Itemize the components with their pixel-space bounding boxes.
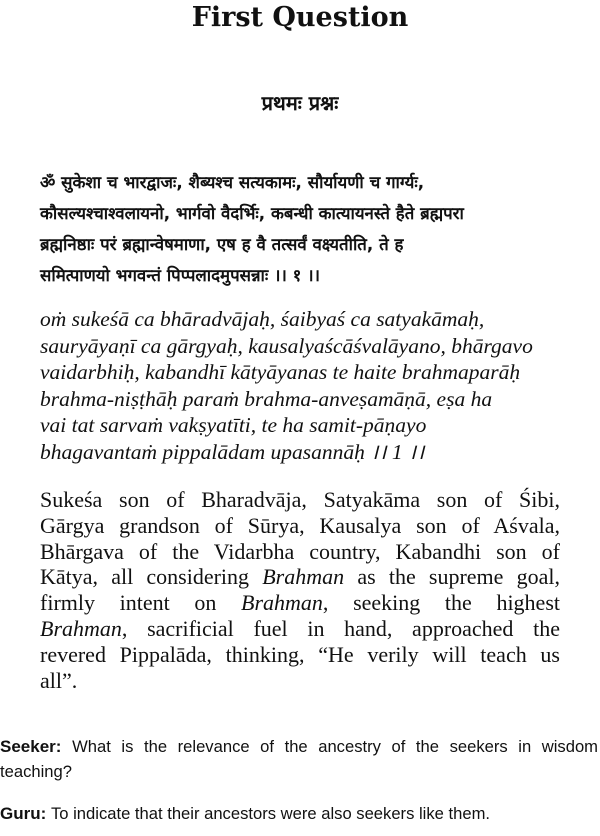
transliteration-line: vaidarbhiḥ, kabandhī kātyāyanas te haite brahmaparāḥ [40,360,521,385]
sanskrit-line: ब्रह्मनिष्ठाः परं ब्रह्मान्वेषमाणा, एष ह वै तत्सर्वं वक्ष्यतीति, ते ह [40,234,404,254]
translation-text: as the supreme goal, [344,564,560,590]
emphasis-brahman: Brahman [241,590,323,616]
dialogue-line [0,802,600,827]
sanskrit-verse [40,167,570,291]
guru-text: To indicate that their ancestors were also seekers like them. [50,804,491,823]
translation-line: revered Pippalāda, thinking, “He verily will teach us [40,641,560,667]
emphasis-brahman: Brahman [262,564,345,590]
transliteration-line: bhagavantaṁ pippalādam upasannāḥ ।। 1 ।। [40,439,425,464]
translation-line [40,590,560,616]
emphasis-brahman: Brahman [40,615,122,641]
translation-text: , seeking the highest [322,590,560,616]
speaker-colon: : [55,737,62,756]
sanskrit-line: समित्पाणयो भगवन्तं पिप्पलादमुपसन्नाः ।। १ ।। [40,265,320,285]
transliteration-line: sauryāyaṇī ca gārgyaḥ, kausalyaścāśvalāyano, bhārgavo [40,333,533,358]
translation-line [40,564,560,590]
seeker-question [0,735,600,784]
transliteration-line: brahma-niṣṭhāḥ paraṁ brahma-anveṣamāṇā, eṣa ha [40,386,493,411]
english-translation [40,487,560,693]
translation-text: Kātya, all considering [40,564,263,590]
seeker-text: What is the relevance of the ancestry of the seekers in wisdom [72,737,599,756]
translation-line: Gārgya grandson of Sūrya, Kausalya son of Aśvala, [40,512,560,538]
guru-answer [0,802,600,827]
transliteration-line: oṁ sukeśā ca bhāradvājaḥ, śaibyaś ca satyakāmaḥ, [40,307,485,331]
translation-text: firmly intent on [40,590,242,616]
seeker-text: teaching? [0,761,72,781]
translation-text: , sacrificial fuel in hand, approached the [121,615,560,641]
translation-line: all”. [40,667,78,693]
seeker-label: Seeker [0,737,56,756]
guru-label: Guru [0,804,41,823]
dialogue-line [0,760,600,785]
translation-line: Sukeśa son of Bharadvāja, Satyakāma son of Śibi, [40,487,560,512]
sanskrit-line: ॐ सुकेशा च भारद्वाजः, शैब्यश्च सत्यकामः, सौर्यायणी च गार्ग्यः, [40,172,425,192]
translation-line [40,616,560,642]
translation-line: Bhārgava of the Vidarbha country, Kabandhi son of [40,538,560,564]
transliteration-verse [40,306,580,466]
dialogue-line [0,735,598,760]
transliteration-line: vai tat sarvaṁ vakṣyatīti, te ha samit-pāṇayo [40,413,427,438]
sanskrit-line: कौसल्यश्चाश्वलायनो, भार्गवो वैदर्भिः, कबन्धी कात्यायनस्ते हैते ब्रह्मपरा [40,203,464,223]
sanskrit-subheading: प्रथमः प्रश्नः [261,91,339,115]
chapter-title: First Question [191,2,409,33]
speaker-colon: : [40,804,47,823]
